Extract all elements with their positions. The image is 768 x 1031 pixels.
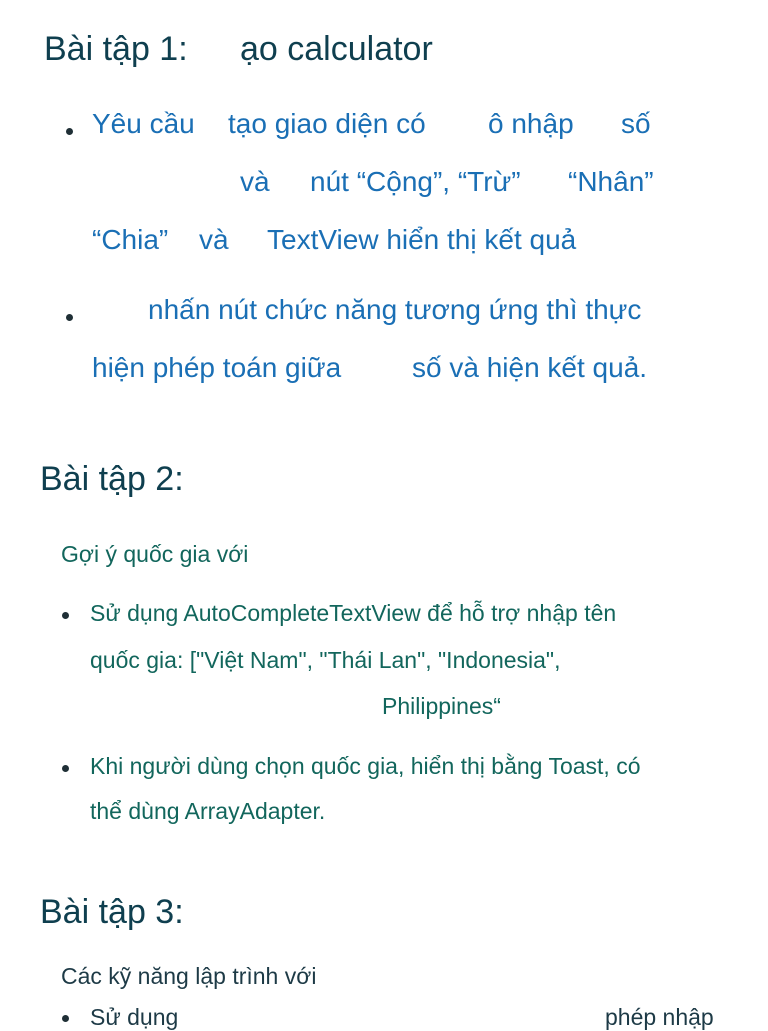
s2-b1-l3: Philippines“ xyxy=(382,693,501,719)
s1-b1-l2-a: và xyxy=(240,166,270,197)
bullet-dot xyxy=(62,765,69,772)
s1-b1-l1-b: tạo giao diện có xyxy=(228,108,426,139)
s1-b1-l2-c: “Nhân” xyxy=(568,166,654,197)
section-2-intro: Gợi ý quốc gia với xyxy=(61,541,249,567)
section-3-title: Bài tập 3: xyxy=(40,893,184,931)
s1-b2-l1: nhấn nút chức năng tương ứng thì thực xyxy=(148,294,642,325)
s2-b1-l1: Sử dụng AutoCompleteTextView để hỗ trợ nhập tên xyxy=(90,600,617,626)
section-1-title-rest: ạo calculator xyxy=(240,30,433,68)
section-1-title-label: Bài tập 1: xyxy=(44,30,188,68)
s1-b2-l2-a: hiện phép toán giữa xyxy=(92,352,342,383)
s1-b1-l3-a: “Chia” xyxy=(92,224,169,255)
s1-b1-l1-d: số xyxy=(621,108,651,139)
bullet-dot xyxy=(62,612,69,619)
s2-b1-l2: quốc gia: ["Việt Nam", "Thái Lan", "Indonesia", xyxy=(90,647,561,673)
section-1-title xyxy=(44,30,188,69)
s1-b2-l2-b: số và hiện kết quả. xyxy=(412,352,648,383)
s1-b1-l1-c: ô nhập xyxy=(488,108,574,139)
s1-b1-l2-b: nút “Cộng”, “Trừ” xyxy=(310,166,521,197)
bullet-dot xyxy=(62,1015,69,1022)
s2-b2-l2: thể dùng ArrayAdapter. xyxy=(90,798,326,824)
s2-b2-l1: Khi người dùng chọn quốc gia, hiển thị bằng Toast, có xyxy=(90,753,641,779)
section-2-title: Bài tập 2: xyxy=(40,460,184,498)
s1-b1-l1-a: Yêu cầu xyxy=(92,108,195,139)
s1-b1-l3-c: TextView hiển thị kết quả xyxy=(267,224,577,255)
bullet-dot xyxy=(66,314,73,321)
s1-b1-l3-b: và xyxy=(199,224,229,255)
s3-b1-l1-b: phép nhập xyxy=(605,1004,714,1030)
section-3-intro: Các kỹ năng lập trình với xyxy=(61,963,317,989)
s3-b1-l1-a: Sử dụng xyxy=(90,1004,179,1030)
bullet-dot xyxy=(66,128,73,135)
